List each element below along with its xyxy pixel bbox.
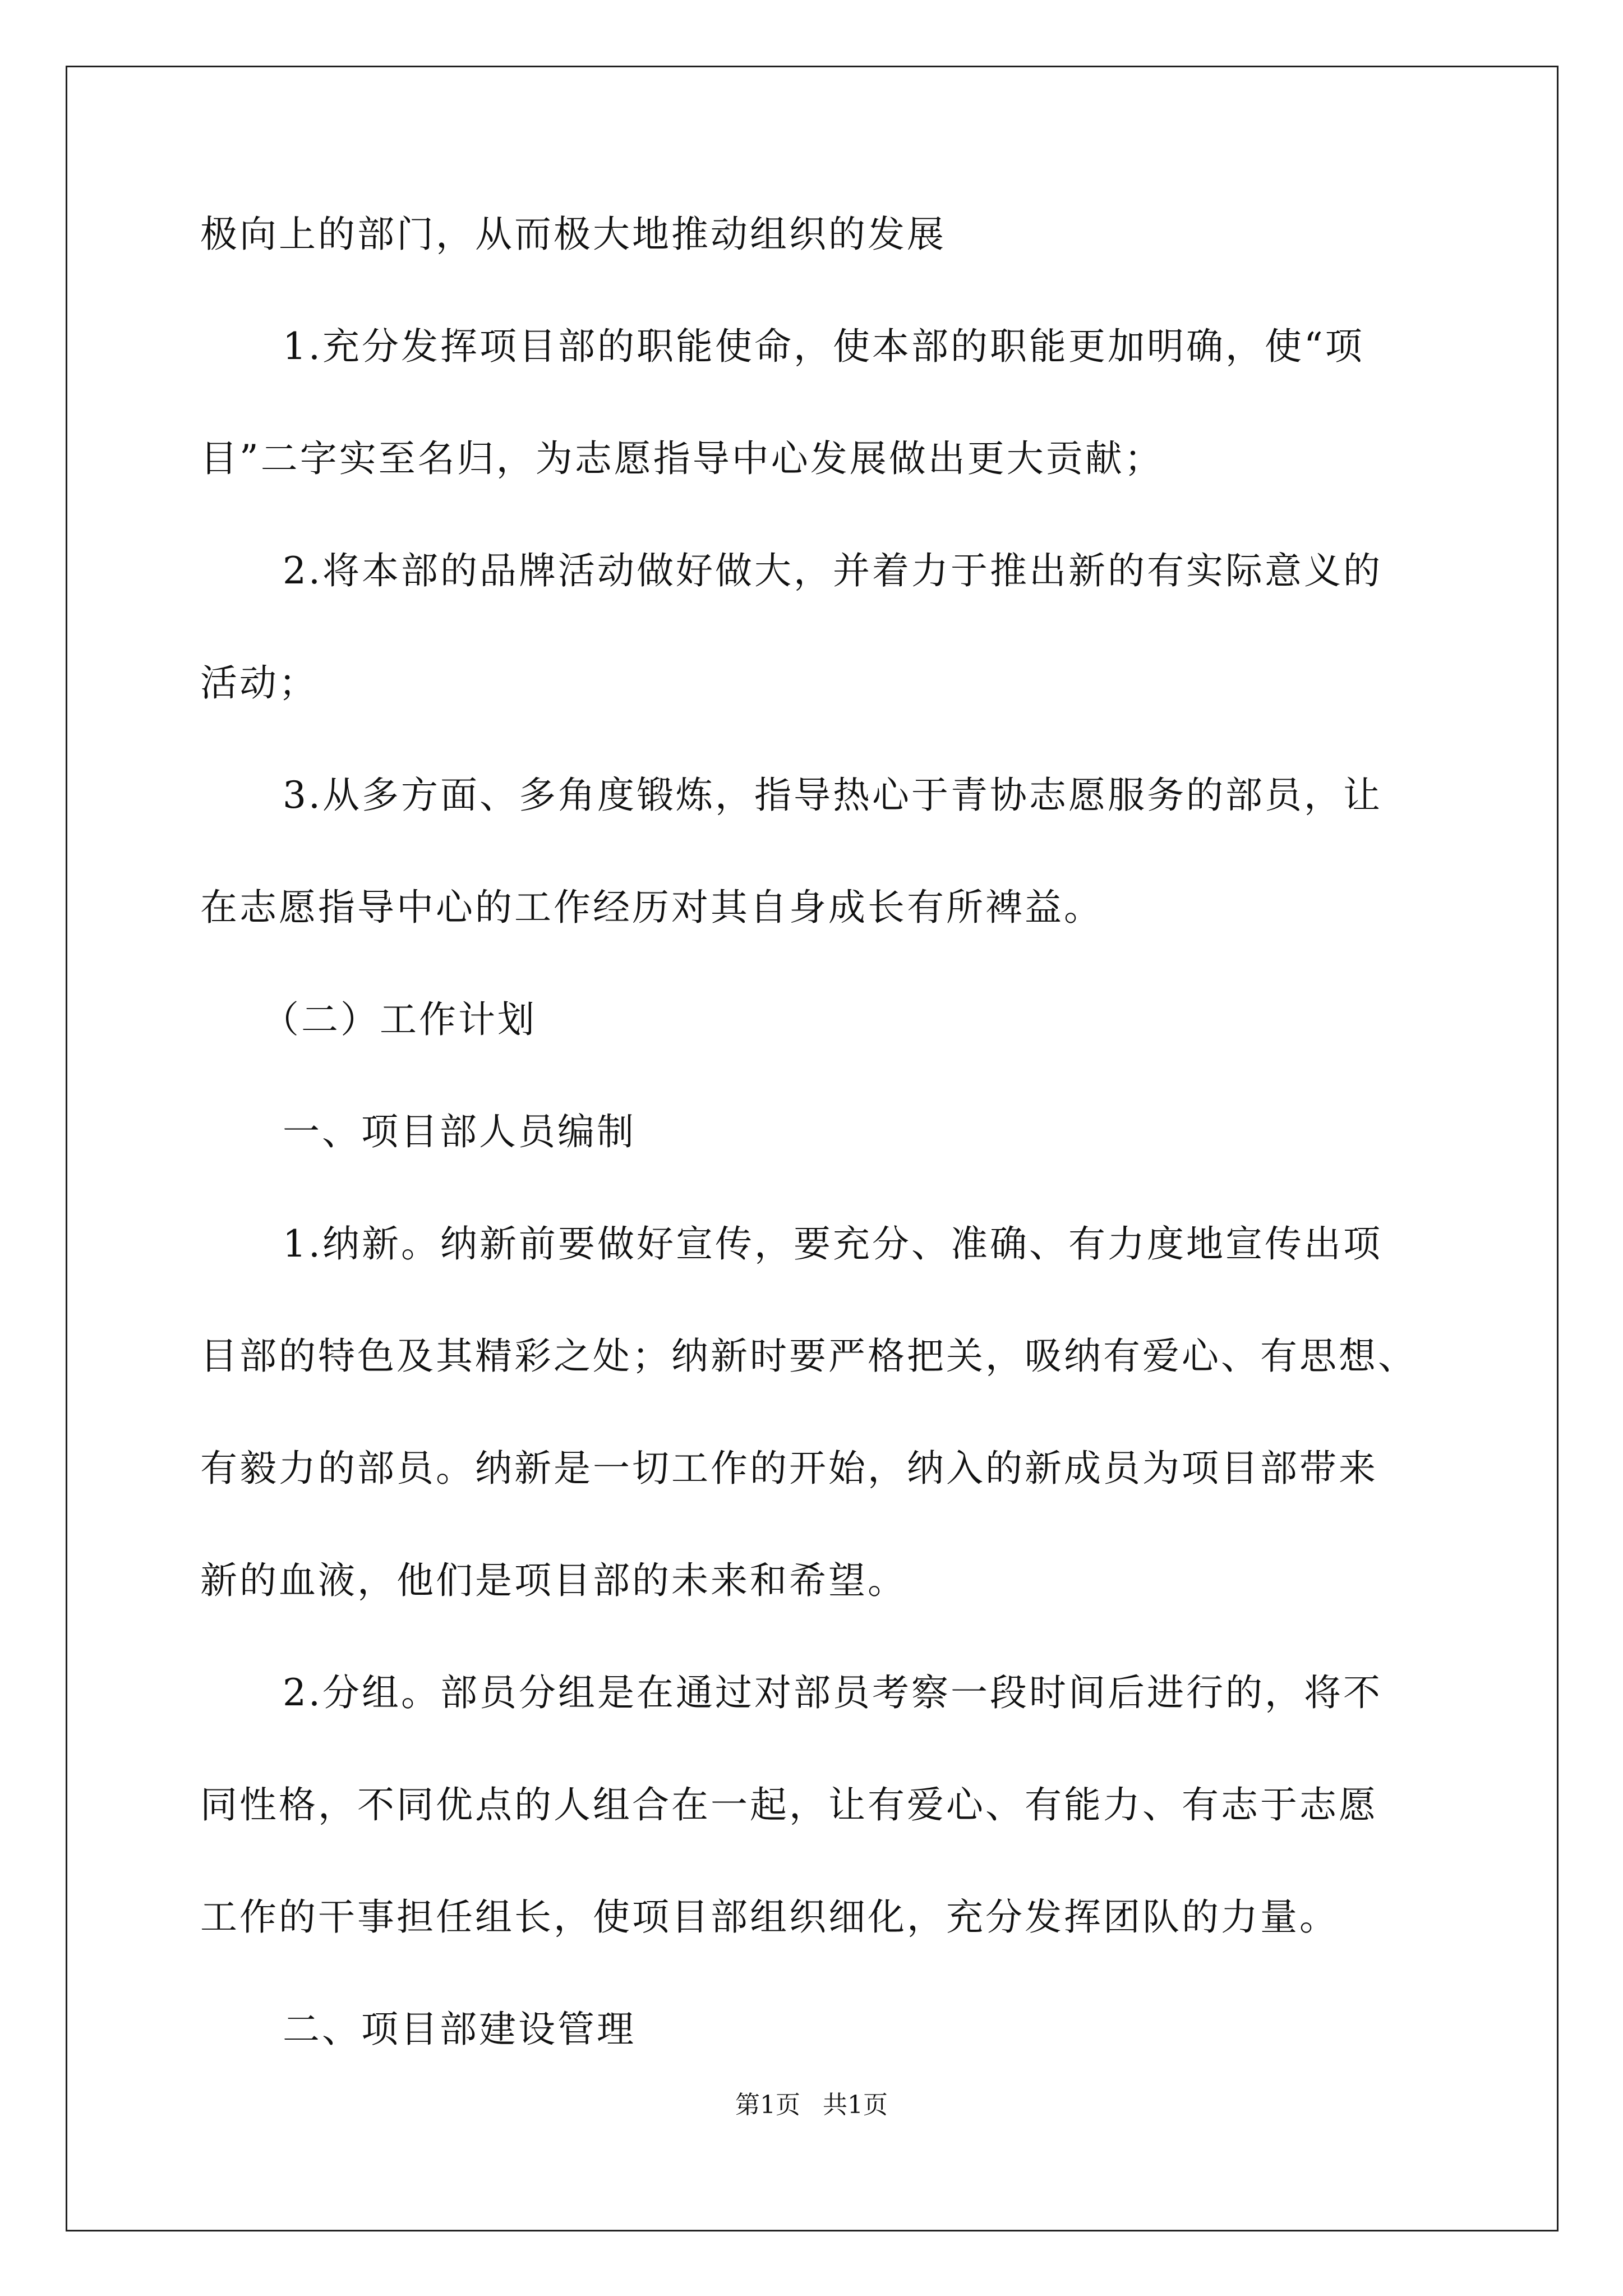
text-line: 目部的特色及其精彩之处；纳新时要严格把关，吸纳有爱心、有思想、 — [200, 1335, 1417, 1378]
section-heading: 一、项目部人员编制 — [283, 1110, 636, 1153]
section-heading: 二、项目部建设管理 — [283, 2008, 636, 2051]
text-line: 极向上的部门，从而极大地推动组织的发展 — [200, 213, 946, 256]
text-line: 1.纳新。纳新前要做好宣传，要充分、准确、有力度地宣传出项 — [283, 1222, 1382, 1266]
page-footer — [0, 2090, 1623, 2121]
text-line: 有毅力的部员。纳新是一切工作的开始，纳入的新成员为项目部带来 — [200, 1447, 1378, 1490]
text-line: 2.将本部的品牌活动做好做大，并着力于推出新的有实际意义的 — [283, 549, 1382, 592]
section-heading: （二）工作计划 — [262, 998, 537, 1041]
text-line: 活动； — [200, 661, 318, 705]
text-line: 3.从多方面、多角度锻炼，指导热心于青协志愿服务的部员，让 — [283, 774, 1382, 817]
page-number: 第1页 — [735, 2091, 800, 2119]
text-line: 同性格，不同优点的人组合在一起，让有爱心、有能力、有志于志愿 — [200, 1783, 1378, 1826]
text-line: 1.充分发挥项目部的职能使命，使本部的职能更加明确，使“项 — [283, 325, 1364, 368]
text-line: 工作的干事担任组长，使项目部组织细化，充分发挥团队的力量。 — [200, 1895, 1339, 1939]
text-line: 新的血液，他们是项目部的未来和希望。 — [200, 1559, 907, 1602]
text-line: 目”二字实至名归，为志愿指导中心发展做出更大贡献； — [200, 437, 1164, 480]
page-total: 共1页 — [823, 2091, 888, 2119]
text-line: 在志愿指导中心的工作经历对其自身成长有所裨益。 — [200, 886, 1103, 929]
text-line: 2.分组。部员分组是在通过对部员考察一段时间后进行的，将不 — [283, 1671, 1382, 1714]
